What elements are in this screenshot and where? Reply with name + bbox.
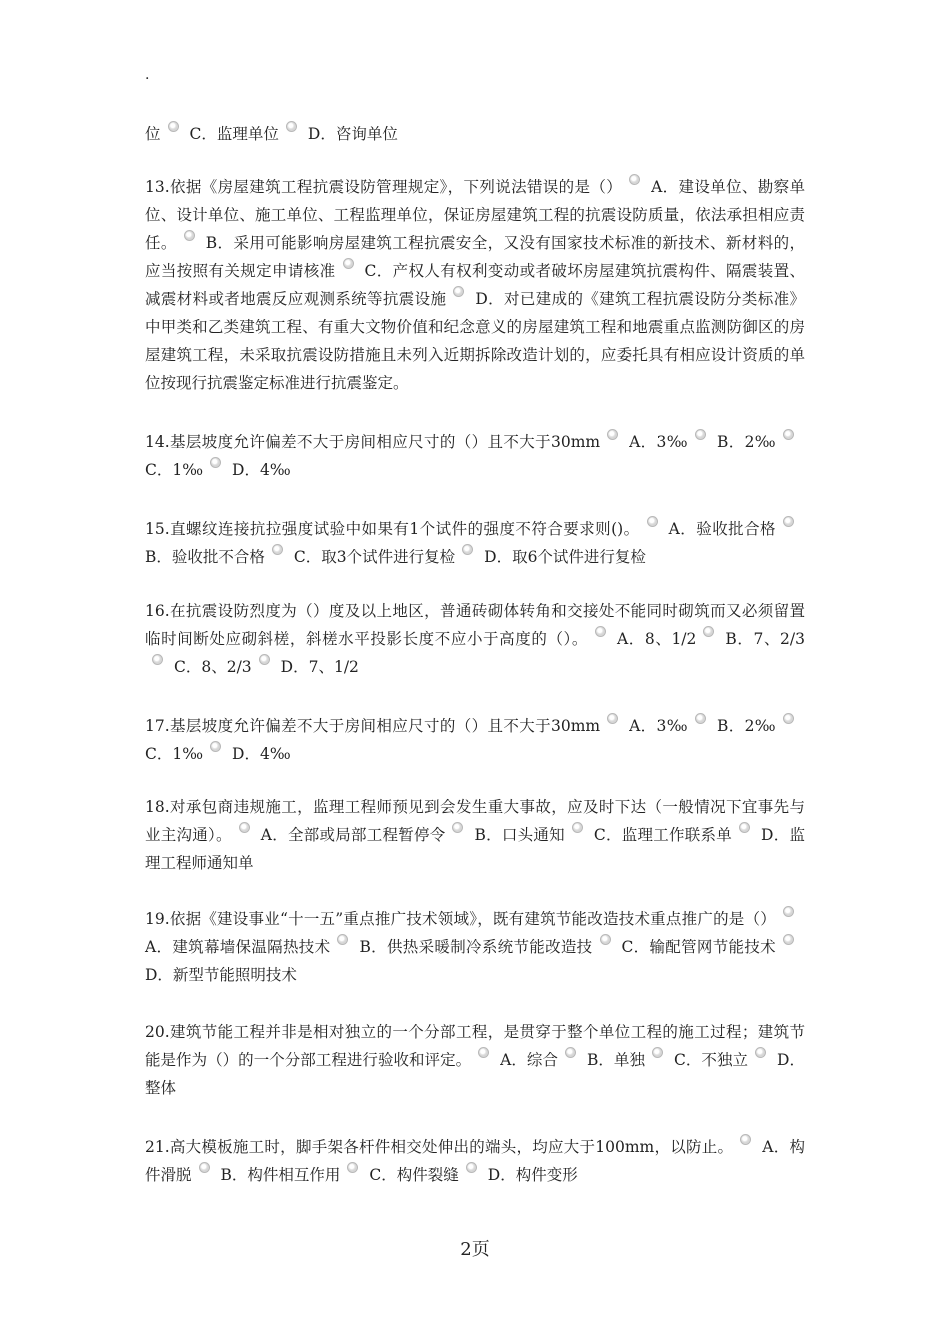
- radio-button-icon[interactable]: [239, 822, 250, 833]
- option-c: C．1‰: [145, 745, 204, 763]
- option-a: A．全部或局部工程暂停令: [260, 826, 446, 844]
- question-text: 13.依据《房屋建筑工程抗震设防管理规定》，下列说法错误的是（）: [145, 178, 623, 196]
- option-b: B．单独: [586, 1051, 645, 1069]
- radio-button-icon[interactable]: [755, 1047, 766, 1058]
- radio-button-icon[interactable]: [595, 626, 606, 637]
- question-text: 20.建筑节能工程并非是相对独立的一个分部工程，是贯穿于整个单位工程的施工过程；建筑节能是作为（）的一个分部工程进行验收和评定。: [145, 1023, 805, 1069]
- radio-button-icon[interactable]: [337, 934, 348, 945]
- option-b: B．验收批不合格: [145, 548, 265, 566]
- page-number: 2页: [460, 1239, 490, 1260]
- radio-button-icon[interactable]: [783, 429, 794, 440]
- radio-button-icon[interactable]: [783, 906, 794, 917]
- option-a: A．8、1/2: [617, 630, 697, 648]
- question-17: [145, 712, 805, 768]
- radio-button-icon[interactable]: [210, 457, 221, 468]
- option-c: C．不独立: [674, 1051, 749, 1069]
- radio-button-icon[interactable]: [466, 1162, 477, 1173]
- radio-button-icon[interactable]: [462, 544, 473, 555]
- radio-button-icon[interactable]: [695, 429, 706, 440]
- option-a: A．建设单位、勘察单位、设计单位、施工单位、工程监理单位，保证房屋建筑工程的抗震设防质量，依法承担相应责任。: [145, 178, 805, 252]
- radio-button-icon[interactable]: [652, 1047, 663, 1058]
- question-text: 位: [145, 125, 161, 143]
- option-c: C．产权人有权利变动或者破坏房屋建筑抗震构件、隔震装置、减震材料或者地震反应观测系统等抗震设施: [145, 262, 805, 308]
- radio-button-icon[interactable]: [695, 713, 706, 724]
- question-14: [145, 428, 805, 484]
- question-12-tail: [145, 120, 805, 148]
- option-c: C．监理单位: [189, 125, 279, 143]
- radio-button-icon[interactable]: [783, 934, 794, 945]
- question-21: [145, 1133, 805, 1189]
- option-d: D．7、1/2: [280, 658, 359, 676]
- option-b: B．口头通知: [474, 826, 565, 844]
- radio-button-icon[interactable]: [783, 516, 794, 527]
- option-c: C．监理工作联系单: [593, 826, 733, 844]
- question-15: [145, 515, 805, 571]
- option-b: B．采用可能影响房屋建筑工程抗震安全，又没有国家技术标准的新技术、新材料的，应当按照有关规定申请核准: [145, 234, 805, 280]
- option-d: D．4‰: [232, 461, 291, 479]
- option-b: B．7、2/3: [725, 630, 805, 648]
- radio-button-icon[interactable]: [152, 654, 163, 665]
- question-text: 18.对承包商违规施工，监理工程师预见到会发生重大事故，应及时下达（一般情况下宜事先与业主沟通）。: [145, 798, 805, 844]
- option-a: A．构件滑脱: [145, 1138, 805, 1184]
- radio-button-icon[interactable]: [740, 1134, 751, 1145]
- question-18: [145, 793, 805, 877]
- option-d: D．监理工程师通知单: [145, 826, 805, 872]
- option-a: A．建筑幕墙保温隔热技术: [145, 938, 331, 956]
- question-16: [145, 597, 805, 681]
- radio-button-icon[interactable]: [199, 1162, 210, 1173]
- question-text: 19.依据《建设事业“十一五”重点推广技术领域》，既有建筑节能改造技术重点推广的是（）: [145, 910, 776, 928]
- question-text: 21.高大模板施工时，脚手架各杆件相交处伸出的端头，均应大于100mm，以防止。: [145, 1138, 734, 1156]
- option-a: A．3‰: [629, 717, 688, 735]
- radio-button-icon[interactable]: [452, 822, 463, 833]
- radio-button-icon[interactable]: [572, 822, 583, 833]
- option-b: B．2‰: [716, 717, 776, 735]
- radio-button-icon[interactable]: [168, 121, 179, 132]
- option-d: D．新型节能照明技术: [145, 966, 297, 984]
- question-20: [145, 1018, 805, 1102]
- radio-button-icon[interactable]: [783, 713, 794, 724]
- header-mark: .: [145, 67, 150, 83]
- option-a: A．验收批合格: [668, 520, 777, 538]
- option-d: D．整体: [145, 1051, 805, 1097]
- radio-button-icon[interactable]: [453, 286, 464, 297]
- question-text: 16.在抗震设防烈度为（）度及以上地区，普通砖砌体转角和交接处不能同时砌筑而又必须留置临时间断处应砌斜槎，斜槎水平投影长度不应小于高度的（）。: [145, 602, 805, 648]
- radio-button-icon[interactable]: [647, 516, 658, 527]
- radio-button-icon[interactable]: [607, 713, 618, 724]
- option-d: D．4‰: [232, 745, 291, 763]
- radio-button-icon[interactable]: [347, 1162, 358, 1173]
- option-a: A．综合: [500, 1051, 558, 1069]
- option-b: B．供热采暖制冷系统节能改造技: [359, 938, 593, 956]
- radio-button-icon[interactable]: [629, 174, 640, 185]
- question-text: 17.基层坡度允许偏差不大于房间相应尺寸的（）且不大于30mm: [145, 717, 601, 735]
- option-d: D．对已建成的《建筑工程抗震设防分类标准》中甲类和乙类建筑工程、有重大文物价值和纪念意义的房屋建筑工程和地震重点监测防御区的房屋建筑工程，未采取抗震设防措施且未列入近期拆除改造计划的，应委托具有相应设计资质的单位按现行抗震鉴定标准进行抗震鉴定。: [145, 290, 805, 392]
- option-a: A．3‰: [629, 433, 688, 451]
- radio-button-icon[interactable]: [272, 544, 283, 555]
- radio-button-icon[interactable]: [286, 121, 297, 132]
- option-d: D．取6个试件进行复检: [484, 548, 646, 566]
- radio-button-icon[interactable]: [184, 230, 195, 241]
- radio-button-icon[interactable]: [343, 258, 354, 269]
- option-c: C．输配管网节能技术: [621, 938, 776, 956]
- option-d: D．构件变形: [487, 1166, 578, 1184]
- radio-button-icon[interactable]: [703, 626, 714, 637]
- option-c: C．取3个试件进行复检: [293, 548, 456, 566]
- option-c: C．1‰: [145, 461, 204, 479]
- question-13: [145, 173, 805, 397]
- option-b: B．2‰: [716, 433, 776, 451]
- option-d: D．咨询单位: [307, 125, 398, 143]
- question-text: 14.基层坡度允许偏差不大于房间相应尺寸的（）且不大于30mm: [145, 433, 601, 451]
- option-c: C．8、2/3: [174, 658, 252, 676]
- radio-button-icon[interactable]: [565, 1047, 576, 1058]
- radio-button-icon[interactable]: [600, 934, 611, 945]
- radio-button-icon[interactable]: [607, 429, 618, 440]
- radio-button-icon[interactable]: [210, 741, 221, 752]
- option-c: C．构件裂缝: [369, 1166, 459, 1184]
- question-19: [145, 905, 805, 989]
- option-b: B．构件相互作用: [220, 1166, 341, 1184]
- radio-button-icon[interactable]: [478, 1047, 489, 1058]
- question-text: 15.直螺纹连接抗拉强度试验中如果有1个试件的强度不符合要求则()。: [145, 520, 640, 538]
- radio-button-icon[interactable]: [259, 654, 270, 665]
- radio-button-icon[interactable]: [739, 822, 750, 833]
